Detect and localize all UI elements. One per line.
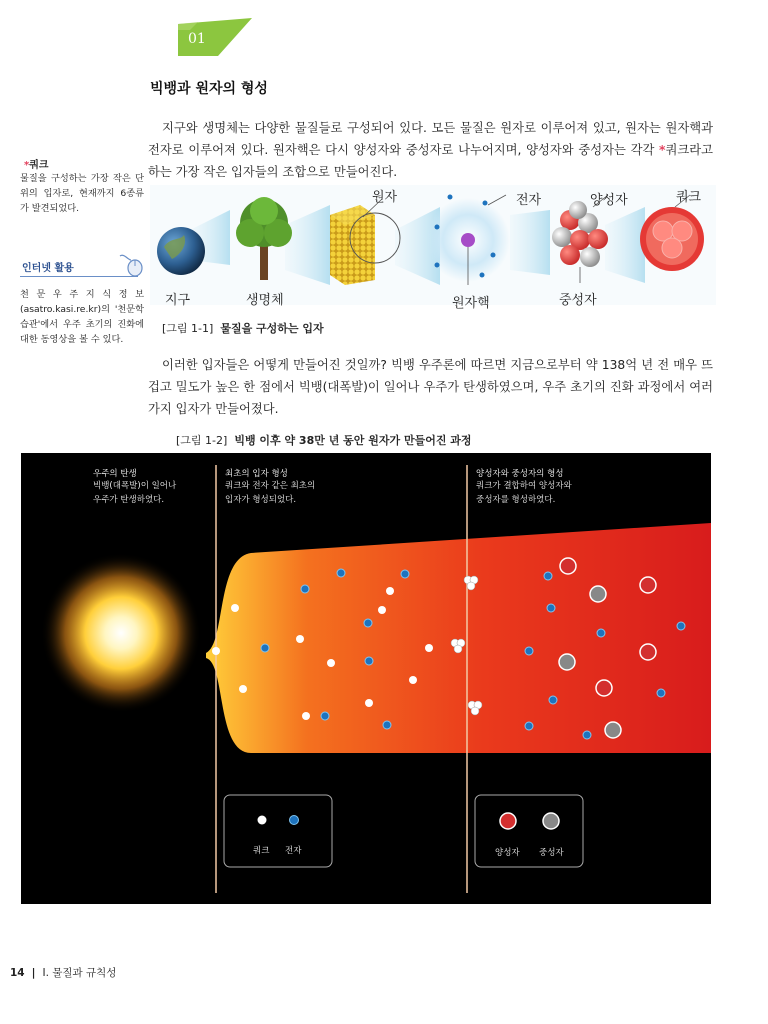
legend-box-2: [475, 795, 583, 867]
mouse-icon: [118, 252, 144, 278]
section-heading: 빅뱅과 원자의 형성: [150, 81, 268, 97]
chapter-number: Ⅰ.: [42, 967, 49, 979]
stage-2-text: 최초의 입자 형성 쿼크와 전자 같은 최초의 입자가 형성되었다.: [225, 469, 316, 505]
stage-1-text: 우주의 탄생 빅뱅(대폭발)이 일어나 우주가 탄생하였다.: [93, 469, 177, 505]
sidebar-quark-definition: 물질을 구성하는 가장 작은 단위의 입자로, 현재까지 6종류가 발견되었다.: [20, 173, 144, 214]
figure-1-2-caption: [그림 1-2] 빅뱅 이후 약 38만 년 동안 원자가 만들어진 과정: [176, 434, 472, 447]
figure-1-1: [150, 185, 716, 305]
stage-3-text: 양성자와 중성자의 형성 쿼크가 결합하여 양성자와 중성자를 형성하였다.: [476, 469, 572, 505]
legend-proton-dot: [500, 813, 516, 829]
paragraph-1-text-b: 쿼크라고 하는 가장 작은 입자들의 조합으로 만들어진다.: [148, 143, 713, 179]
legend-box-1: [224, 795, 332, 867]
big-bang-illustration: [21, 453, 711, 904]
footnote-star: *: [659, 143, 666, 157]
section-badge: [168, 18, 252, 56]
section-number: 01: [188, 31, 206, 47]
legend-quark-dot: [258, 816, 267, 825]
legend-proton-label: 양성자: [495, 848, 520, 858]
big-bang-flash: [41, 553, 201, 713]
label-life: 생명체: [246, 293, 284, 308]
label-quark: 쿼크: [676, 190, 702, 205]
chapter-title: 물질과 규칙성: [52, 967, 117, 979]
internet-body: 천 문 우 주 지 식 정 보 (asatro.kasi.re.kr)의 '천문학습관'에서 우주 초기의 진화에 대한 동영상을 볼 수 있다.: [20, 289, 144, 345]
label-nucleus: 원자핵: [452, 296, 490, 311]
sidebar-quark-title: *쿼크: [24, 160, 49, 171]
paragraph-1: [148, 117, 713, 183]
label-atom: 원자: [372, 190, 398, 205]
paragraph-1-text-a: 지구와 생명체는 다양한 물질들로 구성되어 있다. 모든 물질은 원자로 이루어져 있고, 원자는 원자핵과 전자로 이루어져 있다. 원자핵은 다시 양성자와 중성자로 나누어지며, 양성자와 중성자는 각각: [148, 121, 713, 157]
label-electron: 전자: [516, 193, 542, 208]
page-footer: [10, 965, 116, 980]
internet-label: 인터넷 활용: [22, 263, 74, 274]
legend-electron-label: 전자: [285, 846, 302, 856]
page-number: 14: [10, 967, 25, 979]
figure-1-1-caption: [그림 1-1] 물질을 구성하는 입자: [162, 322, 324, 335]
paragraph-2: 이러한 입자들은 어떻게 만들어진 것일까? 빅뱅 우주론에 따르면 지금으로부터 약 138억 년 전 매우 뜨겁고 밀도가 높은 한 점에서 빅뱅(대폭발)이 일어나 우주가 탄생하였으며, 우주 초기의 진화 과정에서 여러 가지 입자가 만들어졌다.: [148, 358, 713, 416]
label-neutron: 중성자: [559, 293, 597, 308]
legend-quark-label: 쿼크: [253, 846, 270, 856]
label-earth: 지구: [165, 293, 191, 308]
legend-neutron-dot: [543, 813, 559, 829]
label-proton: 양성자: [590, 193, 628, 208]
footer-separator: |: [27, 967, 40, 979]
legend-neutron-label: 중성자: [539, 848, 564, 858]
figure-1-2: [21, 453, 711, 904]
legend-electron-dot: [290, 816, 299, 825]
